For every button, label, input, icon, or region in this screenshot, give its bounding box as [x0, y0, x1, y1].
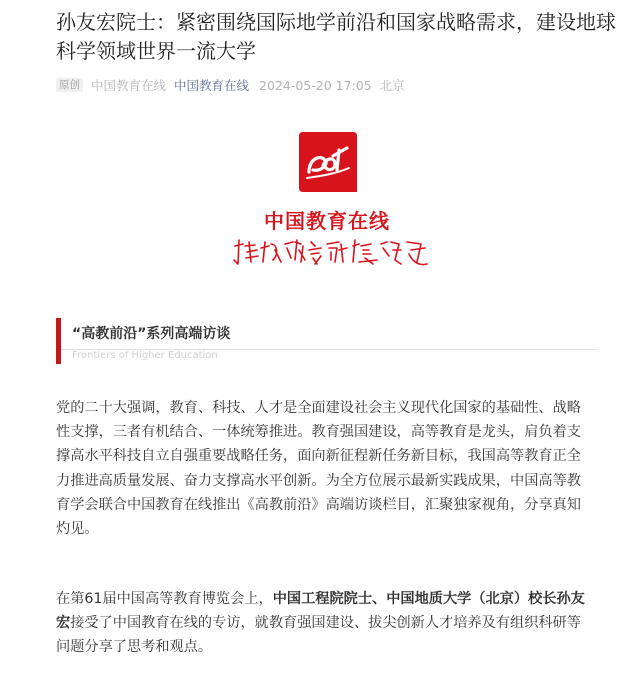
original-tag: 原创: [56, 78, 83, 92]
publish-date: 2024-05-20 17:05: [259, 77, 372, 93]
paragraph-line: 育学会联合中国教育在线推出《高教前沿》高端访谈栏目，汇聚独家视角，分享真知: [56, 496, 581, 513]
section-title: “高教前沿”系列高端访谈: [72, 326, 231, 342]
section-accent-bar: [56, 318, 61, 364]
paragraph-line: 党的二十大强调，教育、科技、人才是全面建设社会主义现代化国家的基础性、战略: [56, 400, 581, 416]
paragraph-interview: [56, 587, 616, 660]
paragraph-line: 性支撑，三者有机结合、一体统筹推进。教育强国建设，高等教育是龙头，肩负着支: [56, 424, 581, 441]
logo-brand-name: 中国教育在线: [264, 209, 390, 233]
paragraph-line: 灼见。: [56, 521, 99, 538]
section-header: [56, 318, 597, 368]
paragraph-line: 力推进高质量发展、奋力支撑高水平创新。为全方位展示最新实践成果，中国高等教: [56, 472, 581, 489]
paragraph-line: 问题分享了思考和观点。: [56, 639, 213, 656]
paragraph-text: 接受了中国教育在线的专访，就教育强国建设、拔尖创新人才培养及有组织科研等: [70, 615, 581, 632]
paragraph-bold-text: 宏: [56, 615, 71, 632]
paragraph-line: [56, 611, 616, 635]
paragraph-line: 撑高水平科技自立自强重要战略任务，面向新征程新任务新目标，我国高等教育正全: [56, 448, 581, 465]
logo-slogan-calligraphy: [231, 236, 431, 270]
publish-location: 北京: [379, 78, 405, 93]
paragraph-intro: [56, 396, 616, 541]
author-name: 中国教育在线: [91, 78, 167, 93]
paragraph-text: 在第61届中国高等教育博览会上，: [56, 591, 273, 607]
article: [56, 0, 616, 656]
account-link[interactable]: 中国教育在线: [174, 78, 250, 93]
article-title: 孙友宏院士：紧密围绕国际地学前沿和国家战略需求，建设地球科学领域世界一流大学: [56, 10, 616, 63]
section-subtitle: Frontiers of Higher Education: [72, 350, 218, 361]
paragraph-bold-text: 中国工程院院士、中国地质大学（北京）校长孙友: [272, 591, 585, 607]
eol-logo-icon: [295, 128, 361, 196]
article-meta: [56, 76, 616, 94]
paragraph-line: [56, 587, 616, 611]
